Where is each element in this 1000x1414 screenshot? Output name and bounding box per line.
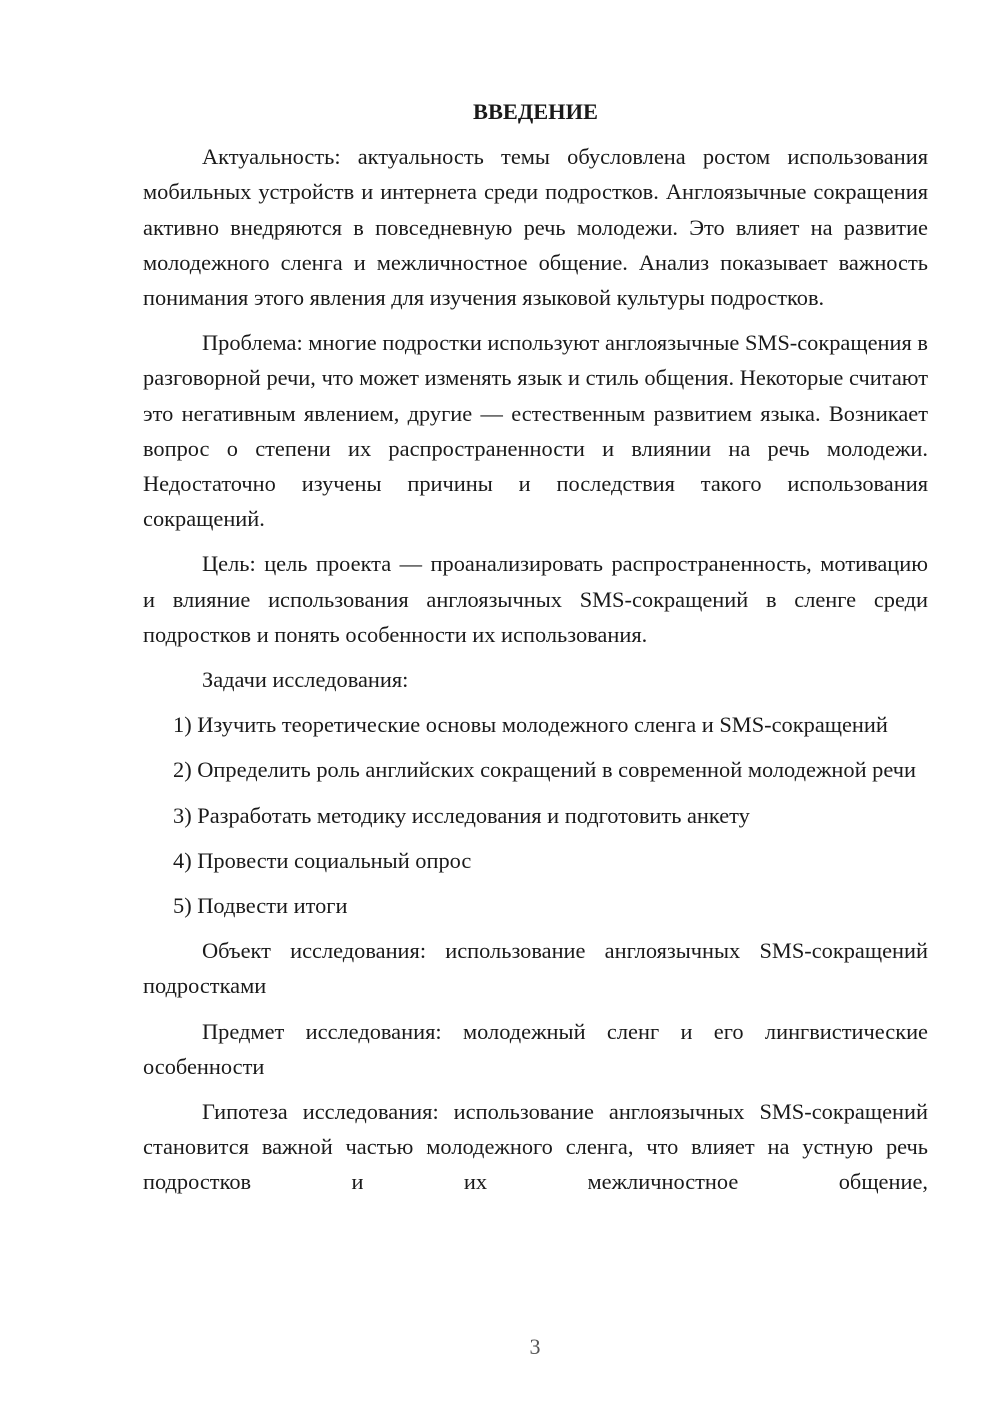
task-item-4: 4) Провести социальный опрос: [173, 847, 472, 873]
page-content: [143, 94, 928, 1210]
hypothesis-paragraph: Гипотеза исследования: использование англоязычных SMS-сокращений становится важной частью молодежного сленга, что влияет на устную речь подростков и их межличностное общение,: [143, 1099, 928, 1195]
section-heading: ВВЕДЕНИЕ: [473, 99, 598, 124]
object-paragraph: Объект исследования: использование англоязычных SMS-сокращений подростками: [143, 938, 928, 999]
relevance-paragraph: Актуальность: актуальность темы обусловлена ростом использования мобильных устройств и интернета среди подростков. Англоязычные сокращения активно внедряются в повседневную речь молодежи. Это влияет на развитие молодежного сленга и межличностное общение. Анализ показывает важность понимания этого явления для изучения языковой культуры подростков.: [143, 144, 928, 310]
task-item-3: 3) Разработать методику исследования и подготовить анкету: [173, 802, 750, 828]
problem-paragraph: Проблема: многие подростки используют англоязычные SMS-сокращения в разговорной речи, что может изменять язык и стиль общения. Некоторые считают это негативным явлением, другие — естественным развитием языка. Возникает вопрос о степени их распространенности и влиянии на речь молодежи. Недостаточно изучены причины и последствия такого использования сокращений.: [143, 330, 928, 532]
task-item-1: 1) Изучить теоретические основы молодежного сленга и SMS-сокращений: [173, 712, 888, 738]
tasks-lead: Задачи исследования:: [202, 667, 409, 693]
task-item-5: 5) Подвести итоги: [173, 893, 348, 919]
subject-paragraph: Предмет исследования: молодежный сленг и его лингвистические особенности: [143, 1018, 928, 1079]
goal-paragraph: Цель: цель проекта — проанализировать распространенность, мотивацию и влияние использования англоязычных SMS-сокращений в сленге среди подростков и понять особенности их использования.: [143, 551, 928, 647]
page-number: 3: [529, 1334, 541, 1359]
task-item-2: 2) Определить роль английских сокращений в современной молодежной речи: [173, 757, 916, 783]
